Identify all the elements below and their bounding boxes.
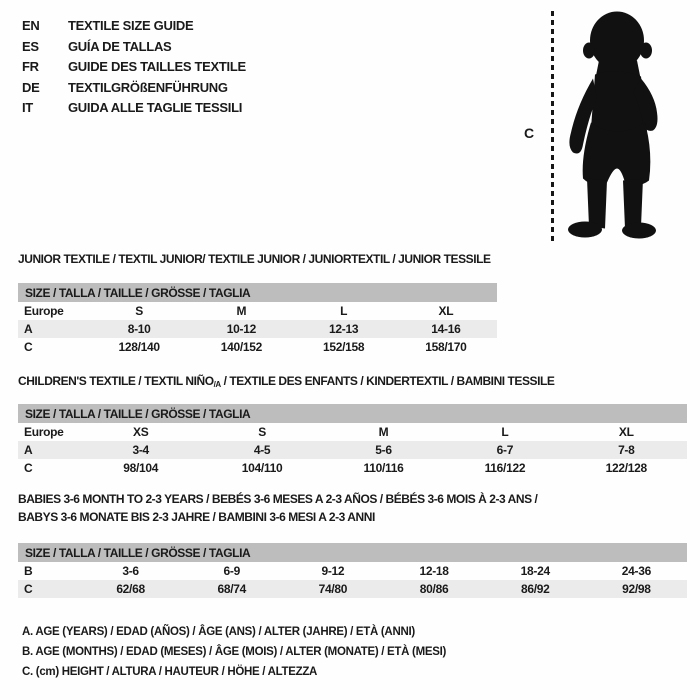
table-row <box>18 320 497 338</box>
language-code: ES <box>22 38 39 54</box>
size-header-band: SIZE / TALLA / TAILLE / GRÖSSE / TAGLIA <box>18 283 497 302</box>
row-label: C <box>24 340 33 354</box>
table-cell: 3-4 <box>132 443 149 457</box>
table-cell: 12-13 <box>329 322 359 336</box>
table-cell: L <box>501 425 509 439</box>
size-header-band: SIZE / TALLA / TAILLE / GRÖSSE / TAGLIA <box>18 543 687 562</box>
children-title-pre: CHILDREN'S TEXTILE / TEXTIL NIÑO <box>18 374 214 388</box>
table-cell: L <box>340 304 348 318</box>
babies-table-title <box>18 490 537 526</box>
language-list <box>22 16 246 119</box>
table-cell: XL <box>438 304 454 318</box>
table-cell: 122/128 <box>605 461 647 475</box>
table-cell: 14-16 <box>431 322 461 336</box>
children-table <box>18 404 687 477</box>
table-cell: 62/68 <box>116 582 145 596</box>
toddler-silhouette <box>563 10 663 239</box>
table-row <box>18 580 687 598</box>
table-cell: S <box>135 304 143 318</box>
legend-line-b: B. AGE (MONTHS) / EDAD (MESES) / ÂGE (MOIS) / ALTER (MONATE) / ETÀ (MESI) <box>22 646 447 658</box>
table-cell: S <box>258 425 266 439</box>
row-label: Europe <box>24 304 64 318</box>
table-cell: 6-7 <box>496 443 514 457</box>
row-label: C <box>24 461 33 475</box>
legend-line-a: A. AGE (YEARS) / EDAD (AÑOS) / ÂGE (ANS) / ALTER (JAHRE) / ETÀ (ANNI) <box>22 626 415 638</box>
babies-title-line1: BABIES 3-6 MONTH TO 2-3 YEARS / BEBÉS 3-6 MESES A 2-3 AÑOS / BÉBÉS 3-6 MOIS À 2-3 ANS / <box>18 492 538 506</box>
table-row <box>18 459 687 477</box>
table-row <box>18 338 497 356</box>
language-code: FR <box>22 59 39 74</box>
babies-table <box>18 543 687 598</box>
language-row <box>22 78 246 99</box>
table-cell: M <box>378 425 389 439</box>
table-cell: 8-10 <box>127 322 151 336</box>
junior-table-title: JUNIOR TEXTILE / TEXTIL JUNIOR/ TEXTILE JUNIOR / JUNIORTEXTIL / JUNIOR TESSILE <box>18 252 491 266</box>
language-row <box>22 98 246 119</box>
table-cell: 128/140 <box>118 340 160 354</box>
table-cell: 5-6 <box>375 443 392 457</box>
table-cell: 3-6 <box>122 564 139 578</box>
table-cell: 6-9 <box>223 564 240 578</box>
table-cell: 24-36 <box>621 564 651 578</box>
table-cell: 4-5 <box>253 443 271 457</box>
measure-label-c: C <box>524 125 535 141</box>
row-label: A <box>24 322 33 336</box>
children-title-post: / TEXTILE DES ENFANTS / KINDERTEXTIL / BAMBINI TESSILE <box>220 374 555 388</box>
table-cell: 140/152 <box>220 340 263 354</box>
row-label: A <box>24 443 33 457</box>
table-row <box>18 302 497 320</box>
language-title: TEXTILE SIZE GUIDE <box>68 18 194 33</box>
language-title: GUIDE DES TAILLES TEXTILE <box>68 59 246 74</box>
table-cell: 12-18 <box>419 564 449 578</box>
table-cell: 18-24 <box>520 564 550 578</box>
children-table-title <box>18 372 554 394</box>
language-title: TEXTILGRÖßENFÜHRUNG <box>68 79 228 95</box>
legend-line-c: C. (cm) HEIGHT / ALTURA / HAUTEUR / HÖHE / ALTEZZA <box>22 666 318 678</box>
row-label: C <box>24 582 33 596</box>
row-label: Europe <box>24 425 64 439</box>
table-cell: XS <box>132 425 149 439</box>
table-row <box>18 562 687 580</box>
table-cell: 86/92 <box>520 582 550 596</box>
table-row <box>18 441 687 459</box>
children-title-subscript: /A <box>213 380 221 389</box>
measurement-legend <box>22 622 446 682</box>
language-code: EN <box>22 18 40 33</box>
table-cell: 104/110 <box>241 461 283 475</box>
language-code: DE <box>22 79 40 95</box>
table-cell: 158/170 <box>425 340 467 354</box>
table-cell: 10-12 <box>226 322 256 336</box>
language-title: GUIDA ALLE TAGLIE TESSILI <box>68 100 243 115</box>
table-cell: 68/74 <box>217 582 246 596</box>
language-code: IT <box>22 100 33 115</box>
table-cell: 74/80 <box>318 582 348 596</box>
language-row <box>22 37 246 58</box>
row-label: B <box>24 564 33 578</box>
size-header-band: SIZE / TALLA / TAILLE / GRÖSSE / TAGLIA <box>18 404 687 423</box>
table-cell: XL <box>618 425 634 439</box>
babies-title-line2: BABYS 3-6 MONATE BIS 2-3 JAHRE / BAMBINI 3-6 MESI A 2-3 ANNI <box>18 510 375 524</box>
table-cell: 7-8 <box>618 443 635 457</box>
table-cell: 110/116 <box>363 461 404 475</box>
table-cell: 80/86 <box>419 582 449 596</box>
language-title: GUÍA DE TALLAS <box>68 38 172 54</box>
table-cell: 98/104 <box>123 461 159 475</box>
height-measure-dashed-line <box>551 11 554 244</box>
table-cell: 92/98 <box>622 582 651 596</box>
table-cell: 152/158 <box>322 340 365 354</box>
table-cell: M <box>236 304 247 318</box>
table-cell: 116/122 <box>484 461 526 475</box>
table-row <box>18 423 687 441</box>
language-row <box>22 57 246 78</box>
table-cell: 9-12 <box>321 564 345 578</box>
language-row <box>22 16 246 37</box>
junior-table <box>18 283 497 356</box>
